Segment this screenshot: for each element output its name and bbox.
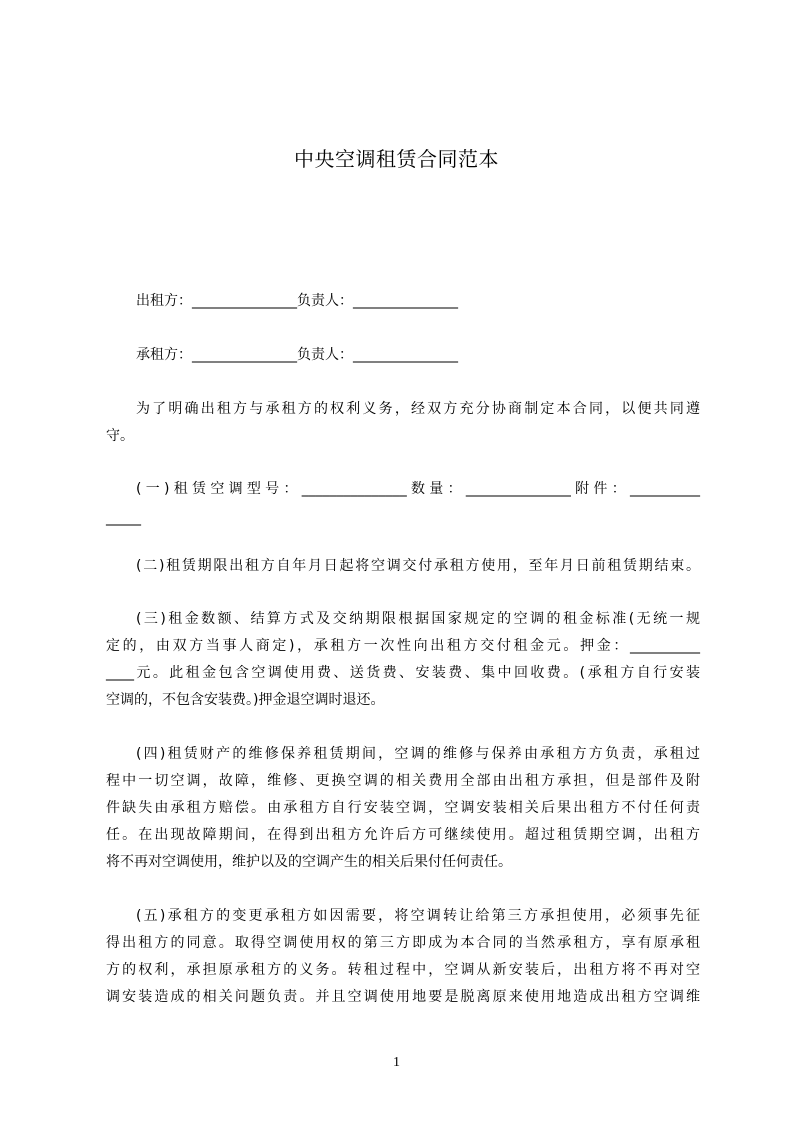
lessor-line: 出租方：_______________负责人：_______________ xyxy=(136,293,458,309)
clause-4-line: 件缺失由承租方赔偿。由承租方自行安装空调，空调安装相关后果出租方不付任何责 xyxy=(106,800,700,816)
clause-2-line: (二)租赁期限出租方自年月日起将空调交付承租方使用，至年月日前租赁期结束。 xyxy=(136,558,700,574)
clause-5-line: (五)承租方的变更承租方如因需要，将空调转让给第三方承担使用，必须事先征 xyxy=(136,908,700,924)
clause-3-line: 定的，由双方当事人商定)，承租方一次性向出租方交付租金元。押金：__________ xyxy=(106,638,700,654)
clause-5-line: 得出租方的同意。取得空调使用权的第三方即成为本合同的当然承租方，享有原承租 xyxy=(106,935,700,951)
clause-5-line: 方的权利，承担原承租方的义务。转租过程中，空调从新安装后，出租方将不再对空 xyxy=(106,962,700,978)
clause-4-line: 任。在出现故障期间，在得到出租方允许后方可继续使用。超过租赁期空调，出租方 xyxy=(106,827,700,843)
document-title: 中央空调租赁合同范本 xyxy=(294,147,499,171)
clause-3-line: ____元。此租金包含空调使用费、送货费、安装费、集中回收费。(承租方自行安装 xyxy=(106,665,700,681)
intro-line: 守。 xyxy=(106,428,134,444)
clause-4-line: 程中一切空调，故障，维修、更换空调的相关费用全部由出租方承担，但是部件及附 xyxy=(106,773,700,789)
intro-line: 为了明确出租方与承租方的权利义务，经双方充分协商制定本合同，以便共同遵 xyxy=(136,401,700,417)
clause-1-line: (一)租赁空调型号：_______________数量：_______________附件：__________ xyxy=(136,481,700,497)
clause-4-line: (四)租赁财产的维修保养租赁期间，空调的维修与保养由承租方方负责，承租过 xyxy=(136,746,700,762)
page-number: 1 xyxy=(393,1055,400,1070)
clause-3-line: (三)租金数额、结算方式及交纳期限根据国家规定的空调的租金标准(无统一规 xyxy=(136,611,700,627)
clause-3-line: 空调的，不包含安装费。)押金退空调时退还。 xyxy=(106,692,385,708)
clause-5-line: 调安装造成的相关问题负责。并且空调使用地要是脱离原来使用地造成出租方空调维 xyxy=(106,989,700,1005)
clause-1-line: _____ xyxy=(106,510,141,526)
lessee-line: 承租方：_______________负责人：_______________ xyxy=(136,347,458,363)
clause-4-line: 将不再对空调使用，维护以及的空调产生的相关后果付任何责任。 xyxy=(106,854,512,870)
